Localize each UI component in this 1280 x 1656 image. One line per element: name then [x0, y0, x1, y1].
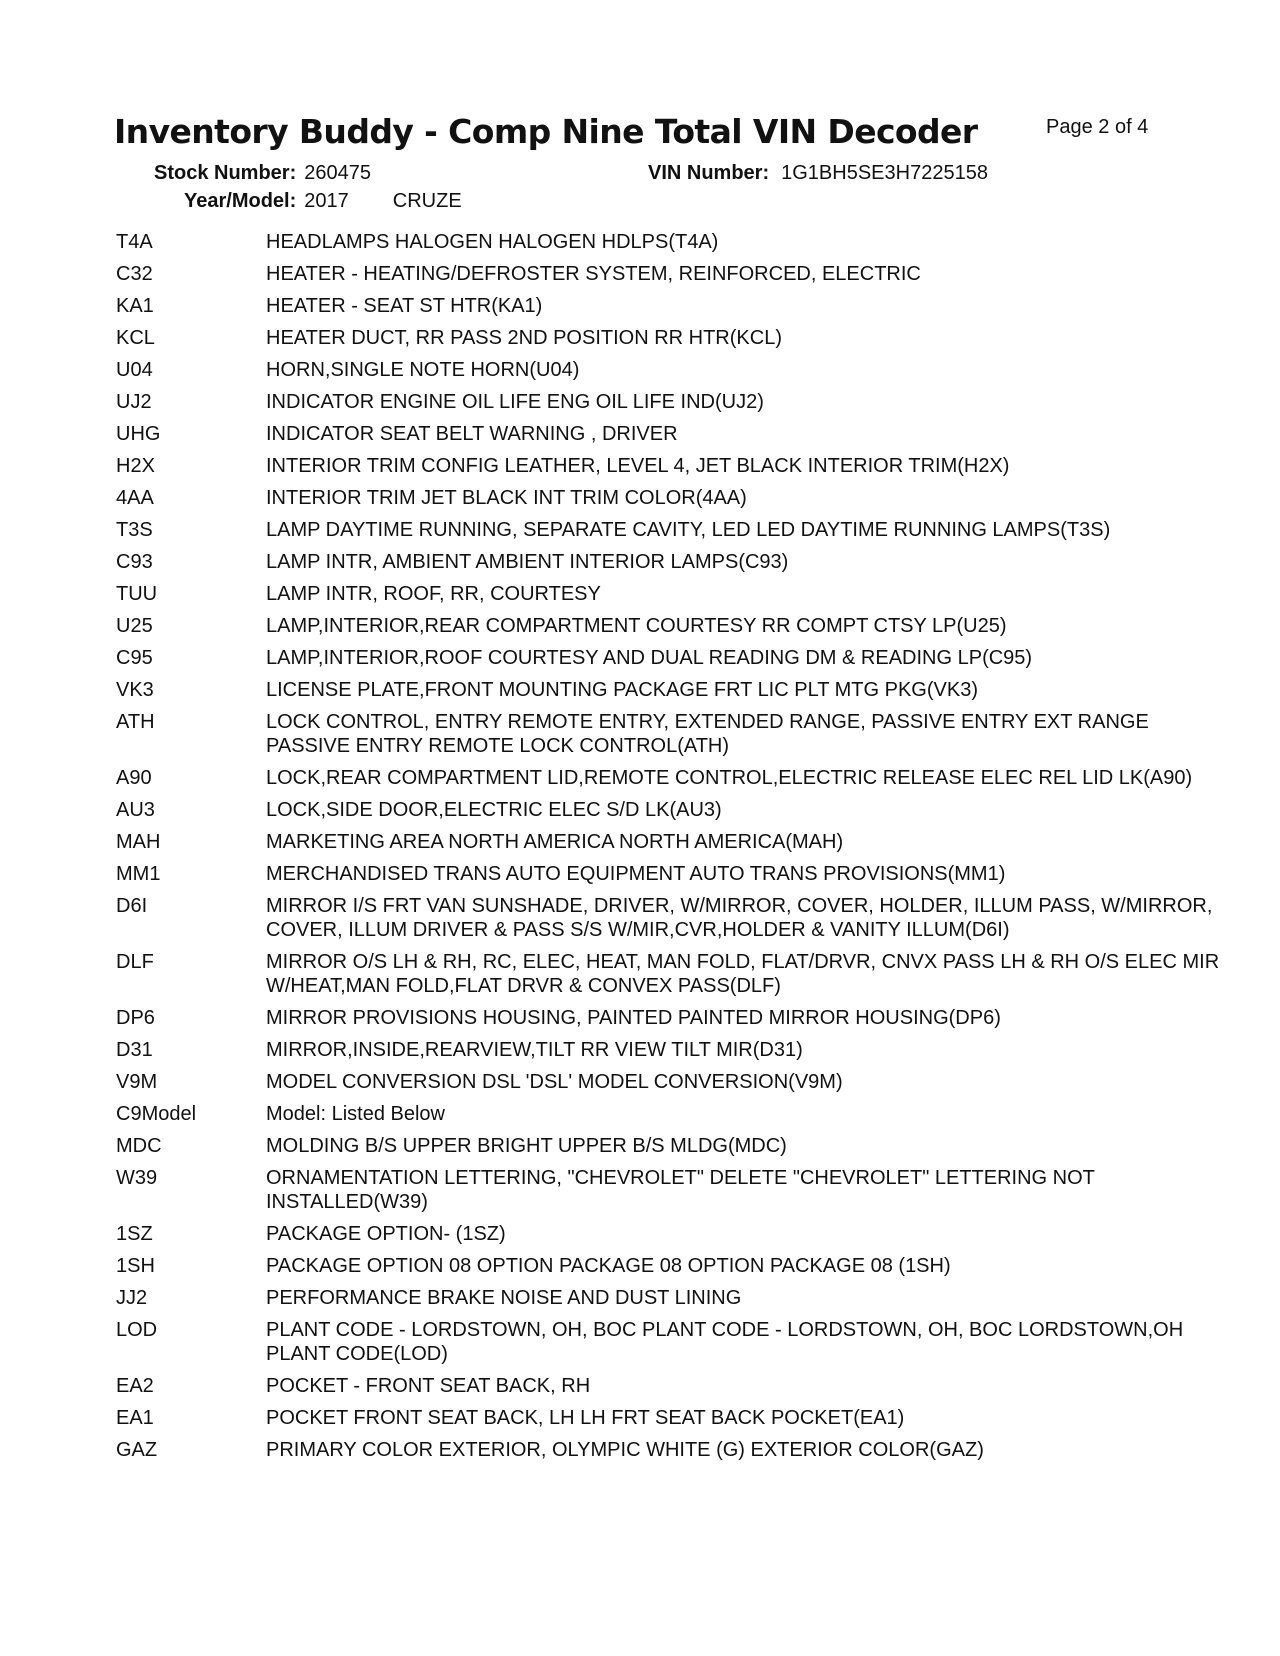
- option-row: [116, 262, 1226, 294]
- option-row: [116, 1438, 1226, 1470]
- year-value: 2017: [304, 190, 349, 212]
- option-description: HEATER - HEATING/DEFROSTER SYSTEM, REINFORCED, ELECTRIC: [266, 263, 921, 285]
- option-description: INTERIOR TRIM JET BLACK INT TRIM COLOR(4AA): [266, 487, 747, 509]
- option-description: MOLDING B/S UPPER BRIGHT UPPER B/S MLDG(MDC): [266, 1135, 787, 1157]
- option-code: DLF: [116, 951, 154, 973]
- option-row: [116, 454, 1226, 486]
- option-description: PRIMARY COLOR EXTERIOR, OLYMPIC WHITE (G) EXTERIOR COLOR(GAZ): [266, 1439, 984, 1461]
- option-code: U04: [116, 359, 153, 381]
- option-description: HORN,SINGLE NOTE HORN(U04): [266, 359, 580, 381]
- option-row: [116, 1038, 1226, 1070]
- option-description: LAMP,INTERIOR,REAR COMPARTMENT COURTESY RR COMPT CTSY LP(U25): [266, 615, 1007, 637]
- option-row: [116, 326, 1226, 358]
- option-description: PACKAGE OPTION- (1SZ): [266, 1223, 506, 1245]
- stock-number: [154, 162, 371, 185]
- option-description: LAMP INTR, AMBIENT AMBIENT INTERIOR LAMPS(C93): [266, 551, 789, 573]
- option-code: D6I: [116, 895, 148, 917]
- option-code: LOD: [116, 1319, 158, 1341]
- option-description: LOCK,SIDE DOOR,ELECTRIC ELEC S/D LK(AU3): [266, 799, 722, 821]
- option-code: KCL: [116, 327, 155, 349]
- option-description: MERCHANDISED TRANS AUTO EQUIPMENT AUTO TRANS PROVISIONS(MM1): [266, 863, 1006, 885]
- stock-number-label: Stock Number:: [154, 162, 297, 184]
- option-description: HEATER DUCT, RR PASS 2ND POSITION RR HTR(KCL): [266, 327, 782, 349]
- option-code: 1SZ: [116, 1223, 153, 1245]
- option-code: EA1: [116, 1407, 154, 1429]
- stock-number-value: 260475: [304, 162, 371, 184]
- option-description: INDICATOR ENGINE OIL LIFE ENG OIL LIFE IND(UJ2): [266, 391, 764, 413]
- option-code: DP6: [116, 1007, 155, 1029]
- option-description: PLANT CODE - LORDSTOWN, OH, BOC PLANT CODE - LORDSTOWN, OH, BOC LORDSTOWN,OH PLANT CODE(LOD): [266, 1319, 1184, 1365]
- option-code: W39: [116, 1167, 158, 1189]
- option-description: MARKETING AREA NORTH AMERICA NORTH AMERICA(MAH): [266, 831, 844, 853]
- option-code: AU3: [116, 799, 155, 821]
- option-code: KA1: [116, 295, 154, 317]
- option-code: C93: [116, 551, 153, 573]
- option-description: MODEL CONVERSION DSL 'DSL' MODEL CONVERSION(V9M): [266, 1071, 843, 1093]
- option-description: ORNAMENTATION LETTERING, "CHEVROLET" DELETE "CHEVROLET" LETTERING NOT INSTALLED(W39): [266, 1167, 1095, 1213]
- option-row: [116, 550, 1226, 582]
- vin-number-label: VIN Number:: [648, 162, 770, 184]
- option-row: [116, 422, 1226, 454]
- option-description: LOCK,REAR COMPARTMENT LID,REMOTE CONTROL,ELECTRIC RELEASE ELEC REL LID LK(A90): [266, 767, 1193, 789]
- option-description: PERFORMANCE BRAKE NOISE AND DUST LINING: [266, 1287, 742, 1309]
- option-row: [116, 1070, 1226, 1102]
- option-code: EA2: [116, 1375, 154, 1397]
- option-description: LICENSE PLATE,FRONT MOUNTING PACKAGE FRT LIC PLT MTG PKG(VK3): [266, 679, 978, 701]
- option-code: MM1: [116, 863, 161, 885]
- option-row: [116, 710, 1226, 766]
- option-description: PACKAGE OPTION 08 OPTION PACKAGE 08 OPTION PACKAGE 08 (1SH): [266, 1255, 951, 1277]
- option-description: MIRROR,INSIDE,REARVIEW,TILT RR VIEW TILT MIR(D31): [266, 1039, 803, 1061]
- option-code: A90: [116, 767, 152, 789]
- option-code: D31: [116, 1039, 153, 1061]
- option-row: [116, 830, 1226, 862]
- option-row: [116, 1286, 1226, 1318]
- option-description: LAMP INTR, ROOF, RR, COURTESY: [266, 583, 601, 605]
- option-description: LOCK CONTROL, ENTRY REMOTE ENTRY, EXTENDED RANGE, PASSIVE ENTRY EXT RANGE PASSIVE ENTRY REMOTE LOCK CONTROL(ATH): [266, 711, 1149, 757]
- year-model: [184, 190, 462, 213]
- option-row: [116, 1374, 1226, 1406]
- option-code: JJ2: [116, 1287, 148, 1309]
- option-row: [116, 894, 1226, 950]
- option-code: T3S: [116, 519, 153, 541]
- option-code: UHG: [116, 423, 161, 445]
- option-code: VK3: [116, 679, 154, 701]
- option-description: HEADLAMPS HALOGEN HALOGEN HDLPS(T4A): [266, 231, 719, 253]
- option-code: MDC: [116, 1135, 162, 1157]
- option-code: V9M: [116, 1071, 158, 1093]
- option-code: C95: [116, 647, 153, 669]
- option-code: C9Model: [116, 1103, 197, 1125]
- option-row: [116, 1102, 1226, 1134]
- document-title: Inventory Buddy - Comp Nine Total VIN Decoder: [114, 112, 978, 151]
- option-row: [116, 950, 1226, 1006]
- option-description: POCKET FRONT SEAT BACK, LH LH FRT SEAT BACK POCKET(EA1): [266, 1407, 905, 1429]
- option-row: [116, 1006, 1226, 1038]
- option-row: [116, 1134, 1226, 1166]
- vin-number: [648, 162, 988, 185]
- options-list: [116, 230, 1226, 1470]
- option-code: TUU: [116, 583, 158, 605]
- option-code: MAH: [116, 831, 161, 853]
- option-code: 4AA: [116, 487, 154, 509]
- option-row: [116, 798, 1226, 830]
- option-code: U25: [116, 615, 153, 637]
- option-code: GAZ: [116, 1439, 158, 1461]
- option-row: [116, 862, 1226, 894]
- option-row: [116, 486, 1226, 518]
- option-row: [116, 518, 1226, 550]
- option-description: POCKET - FRONT SEAT BACK, RH: [266, 1375, 591, 1397]
- option-row: [116, 1254, 1226, 1286]
- option-row: [116, 230, 1226, 262]
- model-value: CRUZE: [392, 190, 462, 212]
- option-row: [116, 390, 1226, 422]
- option-row: [116, 614, 1226, 646]
- option-row: [116, 1318, 1226, 1374]
- option-description: INDICATOR SEAT BELT WARNING , DRIVER: [266, 423, 678, 445]
- option-description: HEATER - SEAT ST HTR(KA1): [266, 295, 543, 317]
- vin-number-value: 1G1BH5SE3H7225158: [781, 162, 988, 184]
- option-description: INTERIOR TRIM CONFIG LEATHER, LEVEL 4, JET BLACK INTERIOR TRIM(H2X): [266, 455, 1010, 477]
- option-code: UJ2: [116, 391, 152, 413]
- page-number: Page 2 of 4: [1046, 116, 1149, 138]
- option-description: Model: Listed Below: [266, 1103, 445, 1125]
- option-description: LAMP DAYTIME RUNNING, SEPARATE CAVITY, LED LED DAYTIME RUNNING LAMPS(T3S): [266, 519, 1111, 541]
- option-row: [116, 358, 1226, 390]
- option-code: 1SH: [116, 1255, 155, 1277]
- option-row: [116, 1406, 1226, 1438]
- option-code: ATH: [116, 711, 155, 733]
- option-code: T4A: [116, 231, 153, 253]
- option-code: C32: [116, 263, 153, 285]
- option-description: MIRROR I/S FRT VAN SUNSHADE, DRIVER, W/MIRROR, COVER, HOLDER, ILLUM PASS, W/MIRROR, COVER, ILLUM DRIVER & PASS S/S W/MIR,CVR,HOLDER & VANITY ILLUM(D6I): [266, 895, 1213, 941]
- option-description: MIRROR O/S LH & RH, RC, ELEC, HEAT, MAN FOLD, FLAT/DRVR, CNVX PASS LH & RH O/S ELEC MIR W/HEAT,MAN FOLD,FLAT DRVR & CONVEX PASS(DLF): [266, 951, 1220, 997]
- option-row: [116, 294, 1226, 326]
- option-row: [116, 1166, 1226, 1222]
- year-model-label: Year/Model:: [184, 190, 297, 212]
- option-row: [116, 678, 1226, 710]
- option-row: [116, 766, 1226, 798]
- option-row: [116, 646, 1226, 678]
- option-description: LAMP,INTERIOR,ROOF COURTESY AND DUAL READING DM & READING LP(C95): [266, 647, 1033, 669]
- option-row: [116, 582, 1226, 614]
- option-code: H2X: [116, 455, 155, 477]
- option-row: [116, 1222, 1226, 1254]
- option-description: MIRROR PROVISIONS HOUSING, PAINTED PAINTED MIRROR HOUSING(DP6): [266, 1007, 1001, 1029]
